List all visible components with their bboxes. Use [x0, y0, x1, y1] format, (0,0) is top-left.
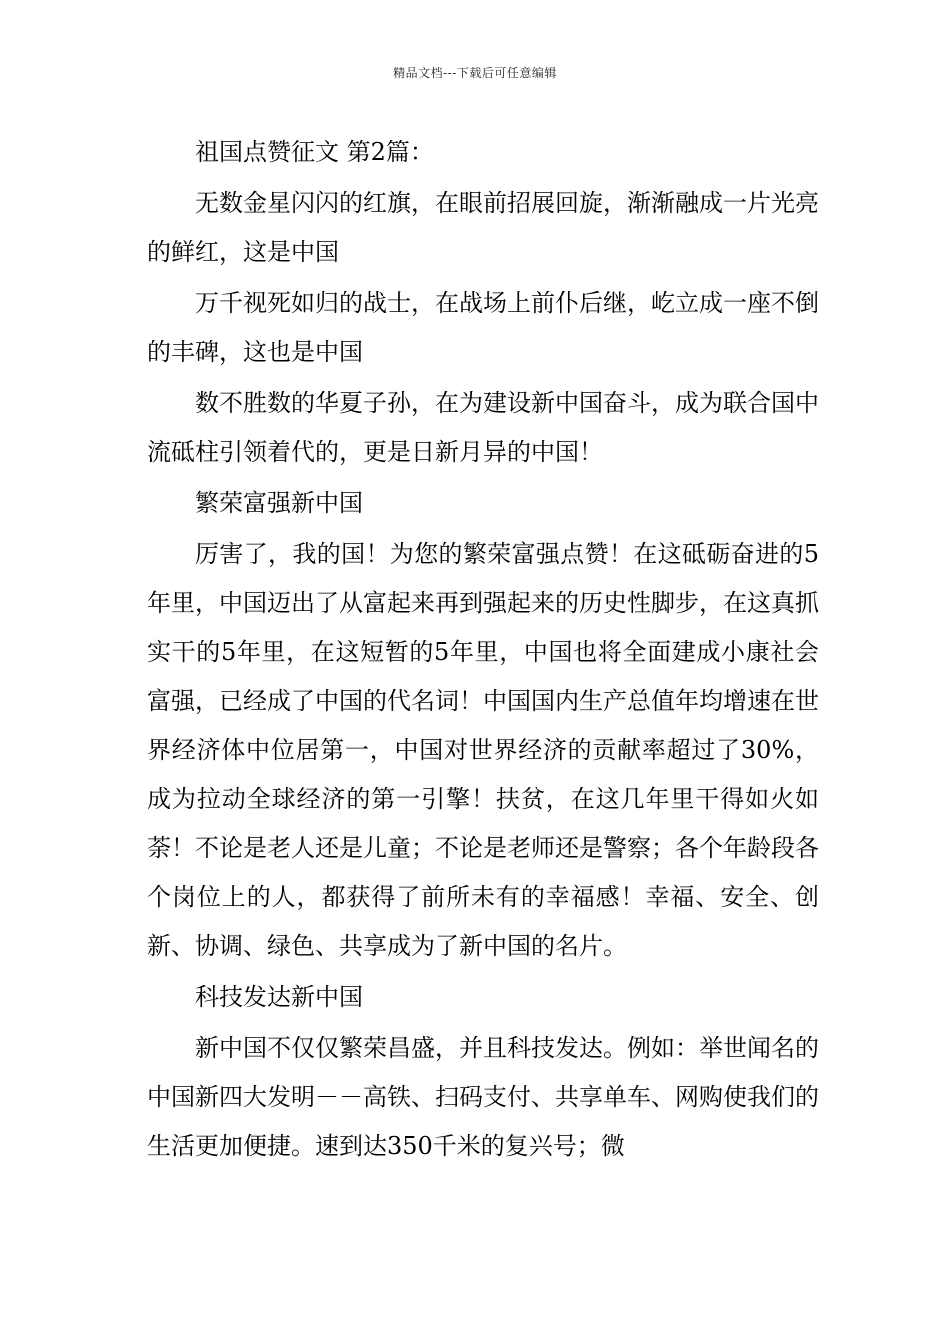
document-title: 祖国点赞征文 第2篇： [195, 138, 434, 166]
paragraph-prosperity: 厉害了，我的国！为您的繁荣富强点赞！在这砥砺奋进的5年里，中国迈出了从富起来再到强起来的历史性脚步，在这真抓实干的5年里，在这短暂的5年里，中国也将全面建成小康社会富强，已经成了中国的代名词！中国国内生产总值年均增速在世界经济体中位居第一，中国对世界经济的贡献率超过了30%，成为拉动全球经济的第一引擎！扶贫，在这几年里干得如火如荼！不论是老人还是儿童；不论是老师还是警察；各个年龄段各个岗位上的人，都获得了前所未有的幸福感！幸福、安全、创新、协调、绿色、共享成为了新中国的名片。 [147, 540, 819, 960]
paragraph-red-flags: 无数金星闪闪的红旗，在眼前招展回旋，渐渐融成一片光亮的鲜红，这是中国 [147, 189, 819, 266]
page-header: 精品文档---下载后可任意编辑 [393, 66, 557, 80]
document-body [147, 128, 819, 1173]
section-heading-prosperity: 繁荣富强新中国 [195, 489, 363, 517]
paragraph-descendants: 数不胜数的华夏子孙，在为建设新中国奋斗，成为联合国中流砥柱引领着代的，更是日新月异的中国！ [147, 389, 819, 466]
section-heading-technology: 科技发达新中国 [195, 983, 363, 1011]
paragraph-technology: 新中国不仅仅繁荣昌盛，并且科技发达。例如：举世闻名的中国新四大发明－－高铁、扫码支付、共享单车、网购使我们的生活更加便捷。速到达350千米的复兴号；微 [147, 1034, 819, 1160]
paragraph-soldiers: 万千视死如归的战士，在战场上前仆后继，屹立成一座不倒的丰碑，这也是中国 [147, 289, 819, 366]
